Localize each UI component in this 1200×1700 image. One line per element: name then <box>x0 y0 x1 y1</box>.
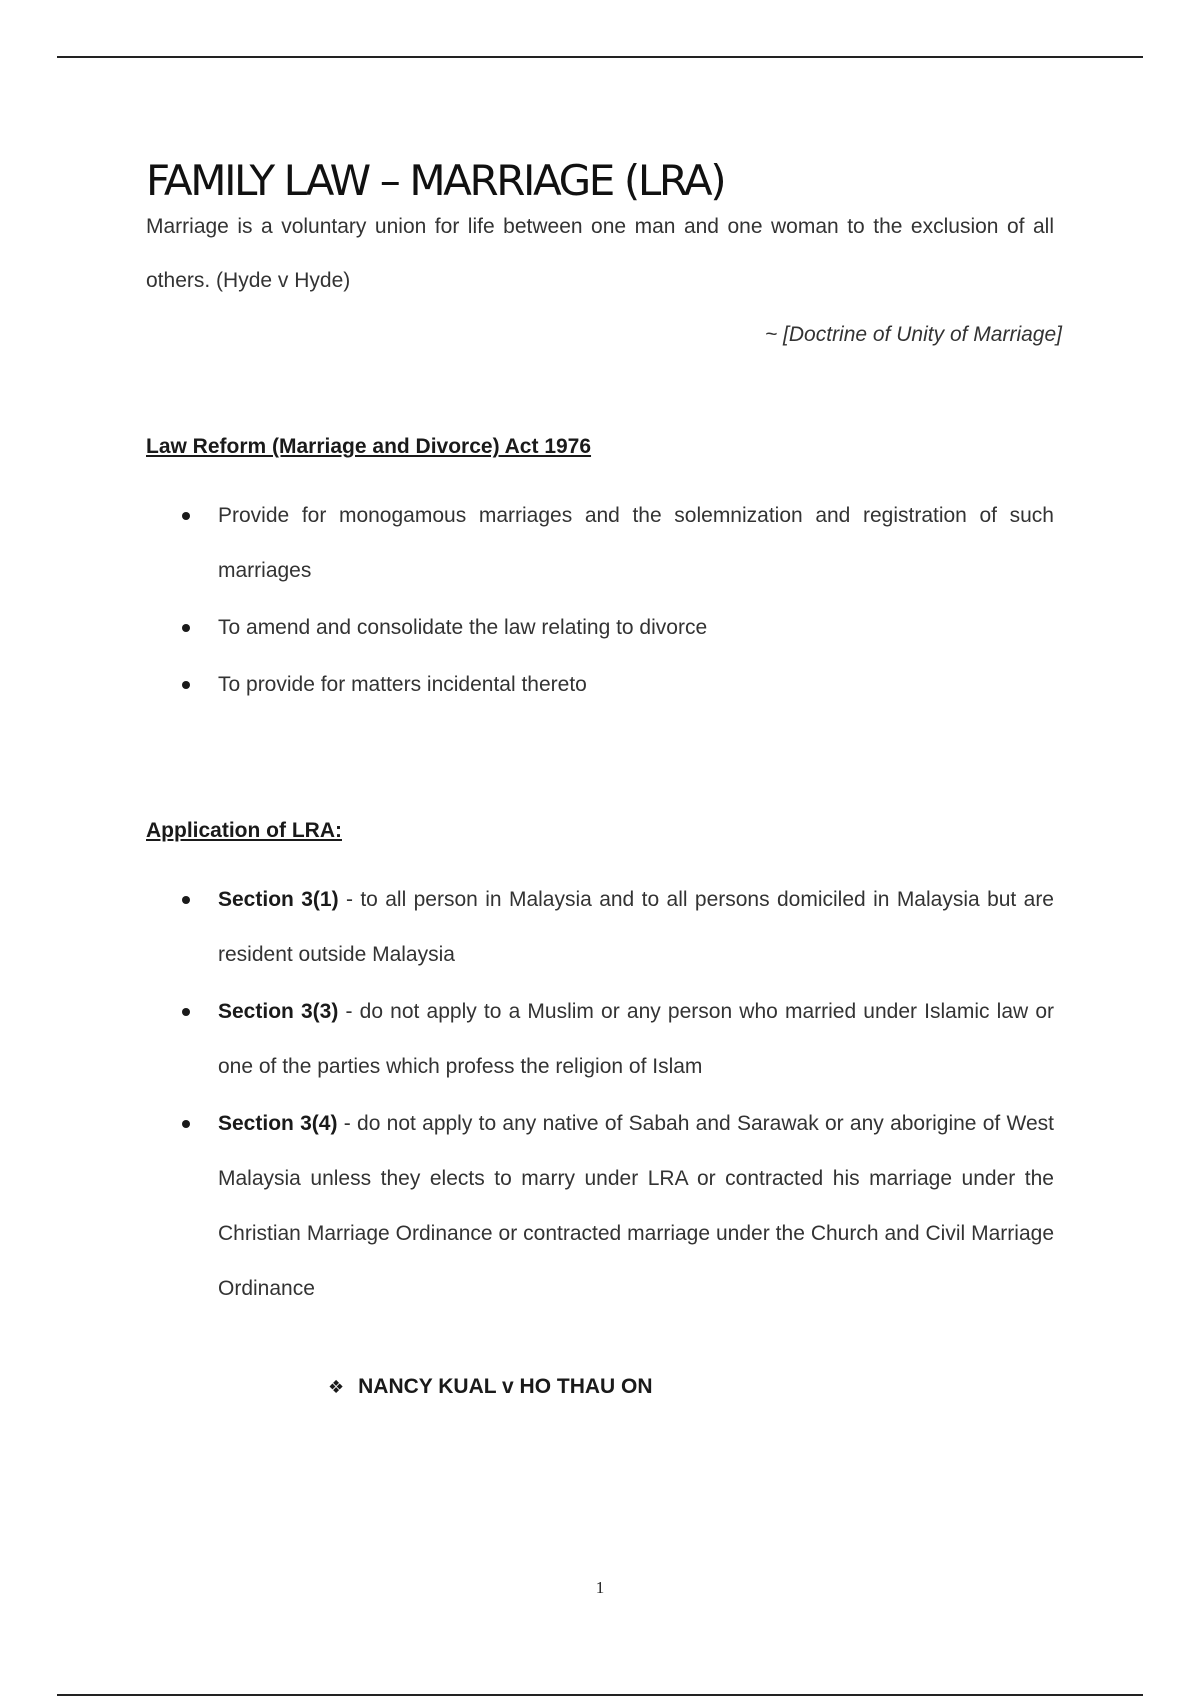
section-text: - do not apply to a Muslim or any person who married under Islamic law or one of the parties which profess the religion of Islam <box>218 1000 1055 1078</box>
list-item-text: To amend and consolidate the law relating to divorce <box>218 616 708 639</box>
top-rule <box>57 56 1143 58</box>
list-item <box>146 872 1054 982</box>
section-label: Section 3(3) <box>218 1000 339 1023</box>
doctrine-note: ~ [Doctrine of Unity of Marriage] <box>764 323 1062 346</box>
page-content <box>146 148 1062 1403</box>
bullet-icon <box>182 512 190 520</box>
bullet-icon <box>182 681 190 689</box>
bottom-rule <box>57 1694 1143 1696</box>
page-title: FAMILY LAW – MARRIAGE (LRA) <box>146 156 725 205</box>
diamond-bullet-icon: ❖ <box>328 1377 345 1398</box>
list-item <box>146 657 1054 712</box>
section-label: Section 3(1) <box>218 888 339 911</box>
page-number: 1 <box>595 1578 605 1597</box>
intro-block <box>146 200 1054 308</box>
application-list <box>146 872 1054 1316</box>
intro-paragraph: Marriage is a voluntary union for life between one man and one woman to the exclusion of all others. (Hyde v Hyde) <box>146 215 1054 292</box>
application-heading: Application of LRA: <box>146 819 342 842</box>
list-item <box>146 1096 1054 1316</box>
list-item-text: To provide for matters incidental thereto <box>218 673 587 696</box>
list-item <box>146 488 1054 598</box>
case-reference <box>146 1372 1054 1403</box>
bullet-icon <box>182 1120 190 1128</box>
list-item <box>146 984 1054 1094</box>
section-text: - to all person in Malaysia and to all persons domiciled in Malaysia but are resident outside Malaysia <box>218 888 1054 966</box>
bullet-icon <box>182 1008 190 1016</box>
list-item-text: Provide for monogamous marriages and the solemnization and registration of such marriages <box>218 504 1054 582</box>
bullet-icon <box>182 896 190 904</box>
list-item <box>146 600 1054 655</box>
bullet-icon <box>182 624 190 632</box>
section-text: - do not apply to any native of Sabah and Sarawak or any aborigine of West Malaysia unless they elects to marry under LRA or contracted his marriage under the Christian Marriage Ordinance or contracted marriage under the Church and Civil Marriage Ordinance <box>218 1112 1055 1300</box>
lra-purpose-list <box>146 488 1054 712</box>
case-name: NANCY KUAL v HO THAU ON <box>358 1375 653 1398</box>
section-label: Section 3(4) <box>218 1112 338 1135</box>
lra-act-heading: Law Reform (Marriage and Divorce) Act 1976 <box>146 435 592 458</box>
